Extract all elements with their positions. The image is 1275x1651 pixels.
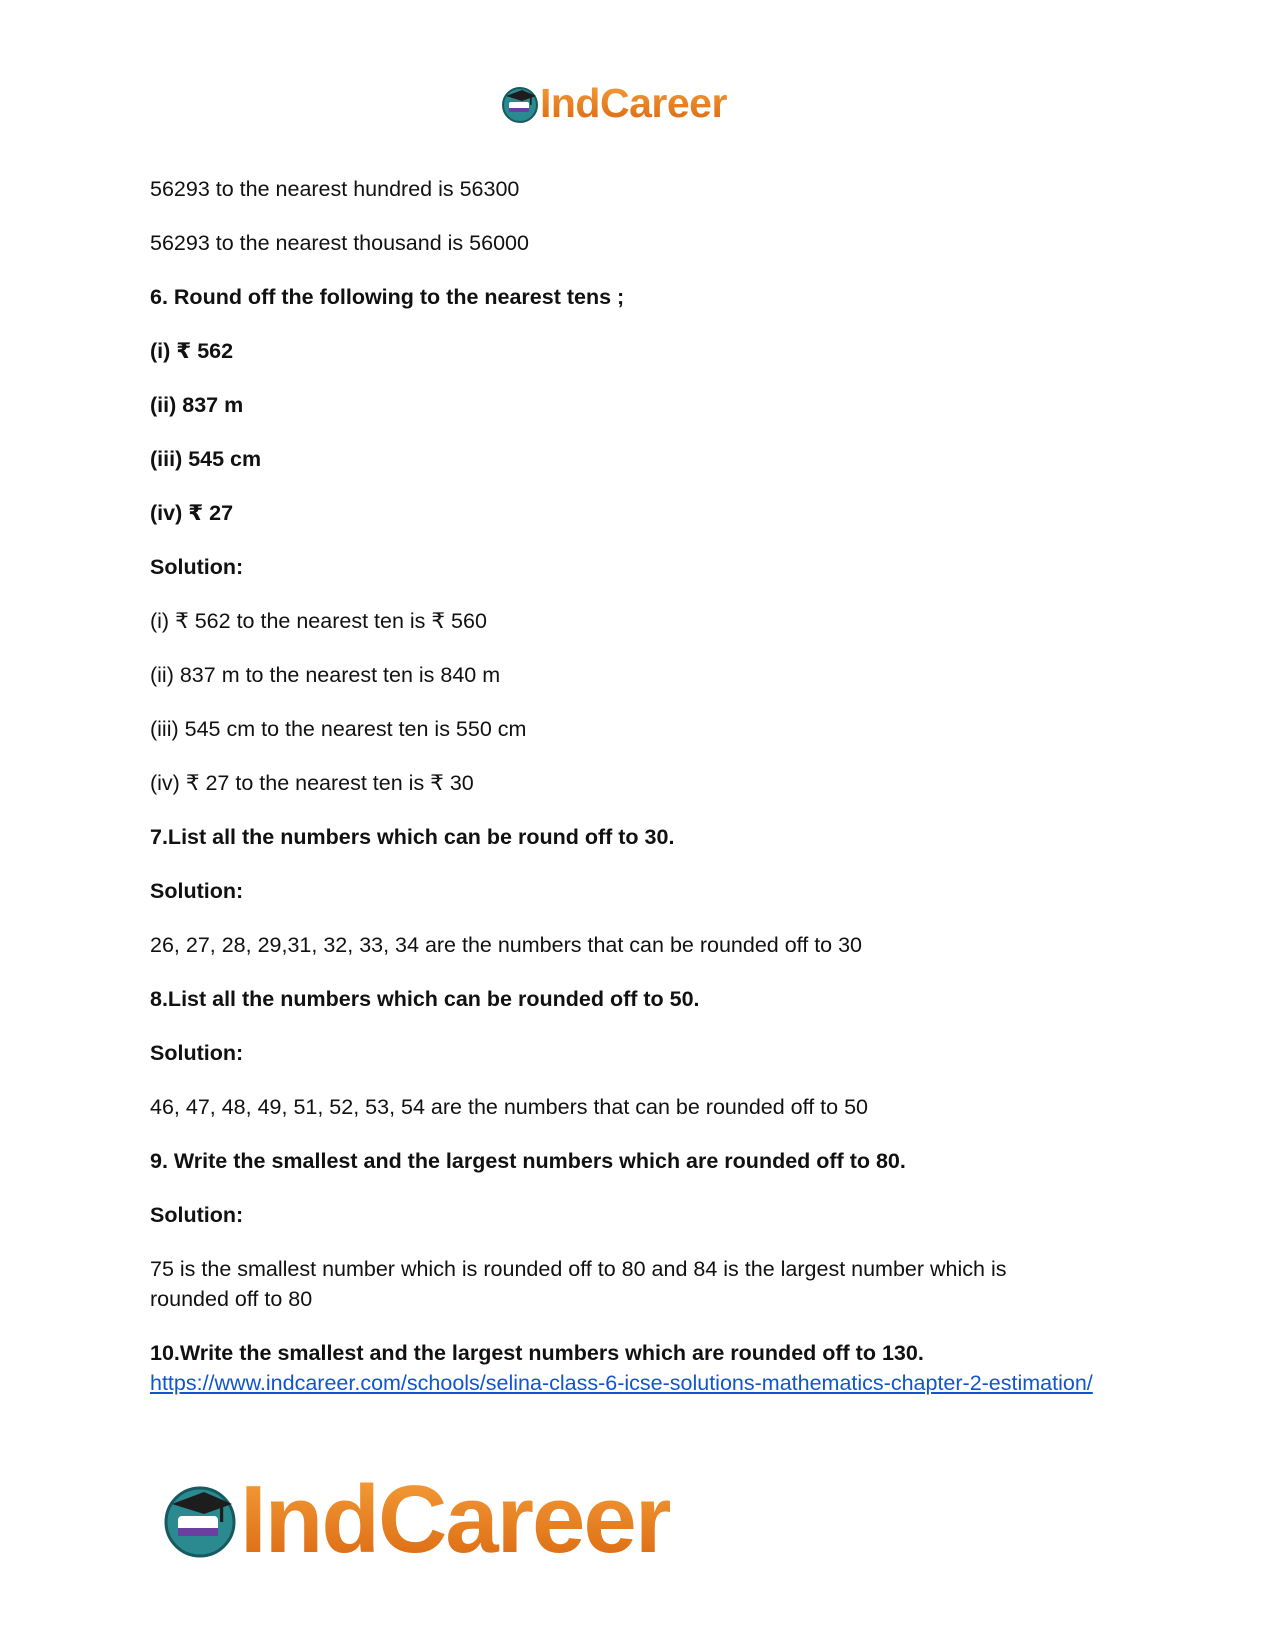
solution-label: Solution: [150,1203,244,1227]
question-part: (iv) ₹ 27 [150,501,234,525]
question-heading: 10.Write the smallest and the largest numbers which are rounded off to 130. [150,1341,924,1365]
text-line: 56293 to the nearest hundred is 56300 [150,177,520,201]
question-heading: 9. Write the smallest and the largest numbers which are rounded off to 80. [150,1149,906,1173]
answer-line: 46, 47, 48, 49, 51, 52, 53, 54 are the numbers that can be rounded off to 50 [150,1095,868,1119]
answer-line: (i) ₹ 562 to the nearest ten is ₹ 560 [150,609,487,633]
logo-text: IndCareer [540,80,727,126]
solution-label: Solution: [150,555,244,579]
question-heading: 6. Round off the following to the nearest tens ; [150,285,625,309]
solution-label: Solution: [150,1041,244,1065]
answer-line: (ii) 837 m to the nearest ten is 840 m [150,663,501,687]
answer-line: (iv) ₹ 27 to the nearest ten is ₹ 30 [150,771,474,795]
question-part: (i) ₹ 562 [150,339,234,363]
graduation-book-globe-icon [500,84,540,124]
answer-paragraph: 75 is the smallest number which is rounded off to 80 and 84 is the largest number which is rounded off to 80 [150,1257,1007,1311]
answer-line: 26, 27, 28, 29,31, 32, 33, 34 are the numbers that can be rounded off to 30 [150,933,863,957]
question-heading: 8.List all the numbers which can be rounded off to 50. [150,987,700,1011]
logo-text: IndCareer [240,1466,671,1573]
answer-line: (iii) 545 cm to the nearest ten is 550 cm [150,717,527,741]
footer-logo [160,1465,670,1575]
text-line: 56293 to the nearest thousand is 56000 [150,231,529,255]
question-part: (iii) 545 cm [150,447,262,471]
question-part: (ii) 837 m [150,393,244,417]
graduation-book-globe-icon [160,1480,240,1560]
header-logo [500,80,727,127]
solution-label: Solution: [150,879,244,903]
question-heading: 7.List all the numbers which can be round off to 30. [150,825,675,849]
source-link[interactable]: https://www.indcareer.com/schools/selina-class-6-icse-solutions-mathematics-chapter-2-estimation/ [150,1371,1093,1395]
